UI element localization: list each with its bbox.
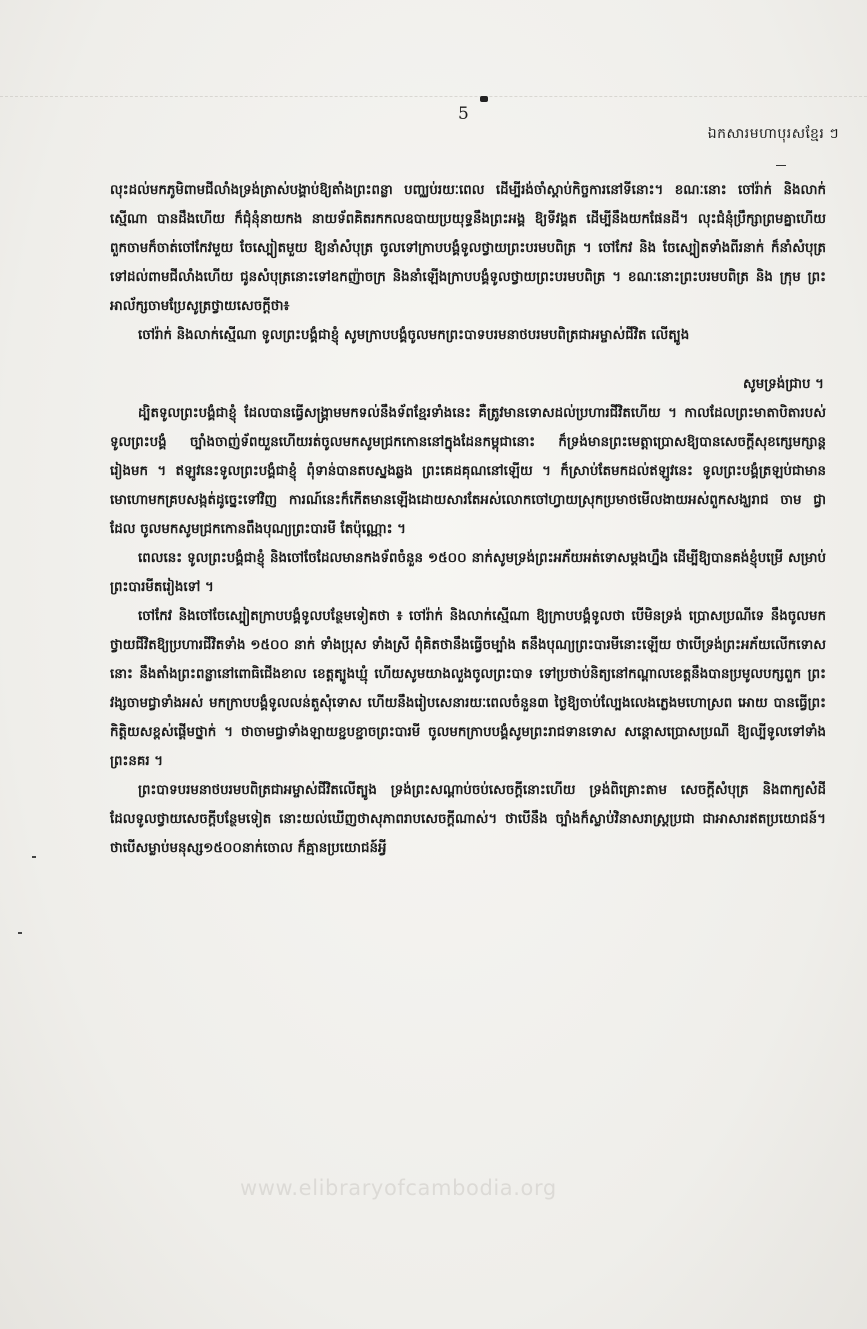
paragraph-7: ព្រះបាទបរមនាថបរមបពិត្រជាអម្ចាស់ជីវិតលើត្បូង ទ្រង់ព្រះសណ្ដាប់ចប់សេចក្ដីនោះហើយ ទ្រង់ពិគ្រោះតាម សេចក្ដីសំបុត្រ និងពាក្យសំដីដែលទូលថ្វាយសេចក្ដីបន្ថែមទៀត នោះយល់ឃើញថាសុភាពរាបសេចក្ដីណាស់។ ថាបើនឹង ច្បាំងក៏ស្លាប់វិនាសរាស្ត្រប្រជា ជាអាសារឥតប្រយោជន៍។ ថាបើសម្លាប់មនុស្ស១៥០០នាក់ចោល ក៏គ្មានប្រយោជន៍អ្វី bbox=[110, 783, 826, 856]
scan-artifact-line bbox=[0, 96, 867, 98]
page-number: 5 bbox=[458, 104, 469, 124]
paragraph-6: ចៅកែវ និងចៅចែស្បៀតក្រាបបង្គំទូលបន្ថែមទៀតថា ៖ ចៅរ៉ាក់ និងលាក់ស្មើណា ឱ្យក្រាបបង្គំទូលថា បើមិនទ្រង់ ប្រោសប្រណីទេ នឹងចូលមកថ្វាយជីវិតឱ្យប្រហារជីវិតទាំង ១៥០០ នាក់ ទាំងប្រុស ទាំងស្រី ពុំគិតថានឹងធ្វើចម្បាំង តនឹងបុណ្យព្រះបារមីនោះឡើយ ថាបើទ្រង់ព្រះអភ័យលើកទោសនោះ នឹងតាំងព្រះពន្លានៅពោធិជើងខាល ខេត្តត្បូងឃ្មុំ ហើយសូមយាងលួងចូលព្រះបាទ ទៅប្រថាប់និត្យនៅកណ្ដាលខេត្តនឹងបានប្រមូលបក្សពួក ព្រះវង្សចាមជ្វាទាំងអស់ មកក្រាបបង្គំទូលលន់តួសុំទោស ហើយនឹងរៀបសេនារយៈពេលចំនួន៣ ថ្ងៃឱ្យចាប់ល្បែងលេងភ្លេងមហោស្រព អោយ បានធ្វើព្រះកិត្តិយសខ្ពស់ផ្ដើមថ្នាក់ ។ ថាចាមជ្វាទាំងឡាយខ្ជបខ្ជាចព្រះបារមី ចូលមកក្រាបបង្គំសូមព្រះរាជទានទោស សន្ដោសប្រោសប្រណី ឱ្យល្បីទូលទៅទាំងព្រះនគរ ។ bbox=[110, 609, 826, 769]
paragraph-3: សូមទ្រង់ជ្រាប ។ bbox=[743, 377, 824, 392]
running-head: ឯកសារមហាបុរសខ្មែរ ៗ bbox=[707, 126, 839, 142]
margin-speck bbox=[18, 932, 22, 934]
paragraph-2: ចៅរ៉ាក់ និងលាក់ស្មើណា ទូលព្រះបង្គំជាខ្ញុំ សូមក្រាបបង្គំចូលមកព្រះបាទបរមនាថបរមបពិត្រជាអម្ចាស់ជីវិត លើត្បូង bbox=[138, 328, 690, 343]
margin-speck bbox=[32, 856, 36, 858]
paragraph-5: ពេលនេះ ទូលព្រះបង្គំជាខ្ញុំ និងចៅចែដែលមានកងទ័ពចំនួន ១៥០០ នាក់សូមទ្រង់ព្រះអភ័យអត់ទោសម្ដងហ្នឹង ដើម្បីឱ្យបានគង់ខ្ញុំបម្រើ សម្រាប់ព្រះបារមីតរៀងទៅ ។ bbox=[110, 551, 826, 595]
body-text bbox=[110, 176, 826, 863]
margin-dash bbox=[776, 165, 786, 166]
paragraph-4: ដ្បិតទូលព្រះបង្គំជាខ្ញុំ ដែលបានធ្វើសង្គ្រាមមកទល់នឹងទ័ពខ្មែរទាំងនេះ គឺត្រូវមានទោសដល់ប្រហារជីវិតហើយ ។ កាលដែលព្រះមាតាបិតារបស់ទូលព្រះបង្គំ ច្បាំងចាញ់ទ័ពយួនហើយរត់ចូលមកសូមជ្រកកោននៅក្នុងដែនកម្ពុជានោះ ក៏ទ្រង់មានព្រះមេត្តាប្រោសឱ្យបានសេចក្ដីសុខក្សេមក្សាន្តរៀងមក ។ ឥឡូវនេះទូលព្រះបង្គំជាខ្ញុំ ពុំទាន់បានតបស្នងឆ្លង ព្រះគេដគុណនៅឡើយ ។ ក៏ស្រាប់តែមកដល់ឥឡូវនេះ ទូលព្រះបង្គំត្រឡប់ជាមានមោហោមកគ្របសង្កត់ដូច្នេះទៅវិញ ការណ៍នេះក៏កើតមានឡើងដោយសារតែអស់លោកចៅហ្វាយស្រុកប្រមាថមើលងាយអស់ពួកសង្ឃរាជ ចាម ជ្វា ដែល ចូលមកសូមជ្រកកោនពឹងបុណ្យព្រះបារមី តែប៉ុណ្ណោះ ។ bbox=[110, 406, 826, 537]
ink-mark bbox=[480, 96, 488, 102]
paragraph-1: លុះដល់មកភូមិពាមជីលាំងទ្រង់ត្រាស់បង្គាប់ឱ្យតាំងព្រះពន្លា បញ្ឈប់រយៈពេល ដើម្បីរង់ចាំស្ដាប់កិច្ចការនៅទីនោះ។ ខណៈនោះ ចៅរ៉ាក់ និងលាក់ស្មើណា បានដឹងហើយ ក៏ជុំនុំនាយកង នាយទ័ពគិតរកកលឧបាយប្រយុទ្ធនឹងព្រះអង្គ ឱ្យទីវង្គត ដើម្បីនឹងយកផែនដី។ លុះជំនុំប្រឹក្សាព្រមគ្នាហើយ ពួកចាមក៏ចាត់ចៅកែវមួយ ចែស្បៀតមួយ ឱ្យនាំសំបុត្រ ចូលទៅក្រាបបង្គំទូលថ្វាយព្រះបរមបពិត្រ ។ ចៅកែវ និង ចែស្បៀតទាំងពីរនាក់ ក៏នាំសំបុត្រទៅដល់ពាមជីលាំងហើយ ជូនសំបុត្រនោះទៅឧកញ៉ាចក្រ និងនាំឡើងក្រាបបង្គំទូលថ្វាយព្រះបរមបពិត្រ ។ ខណៈនោះព្រះបរមបពិត្រ និង ក្រុម ព្រះអាល័ក្សចាមប្រែសូត្រថ្វាយសេចក្ដីថា៖ bbox=[110, 183, 826, 314]
watermark: www.elibraryofcambodia.org bbox=[240, 1176, 557, 1200]
